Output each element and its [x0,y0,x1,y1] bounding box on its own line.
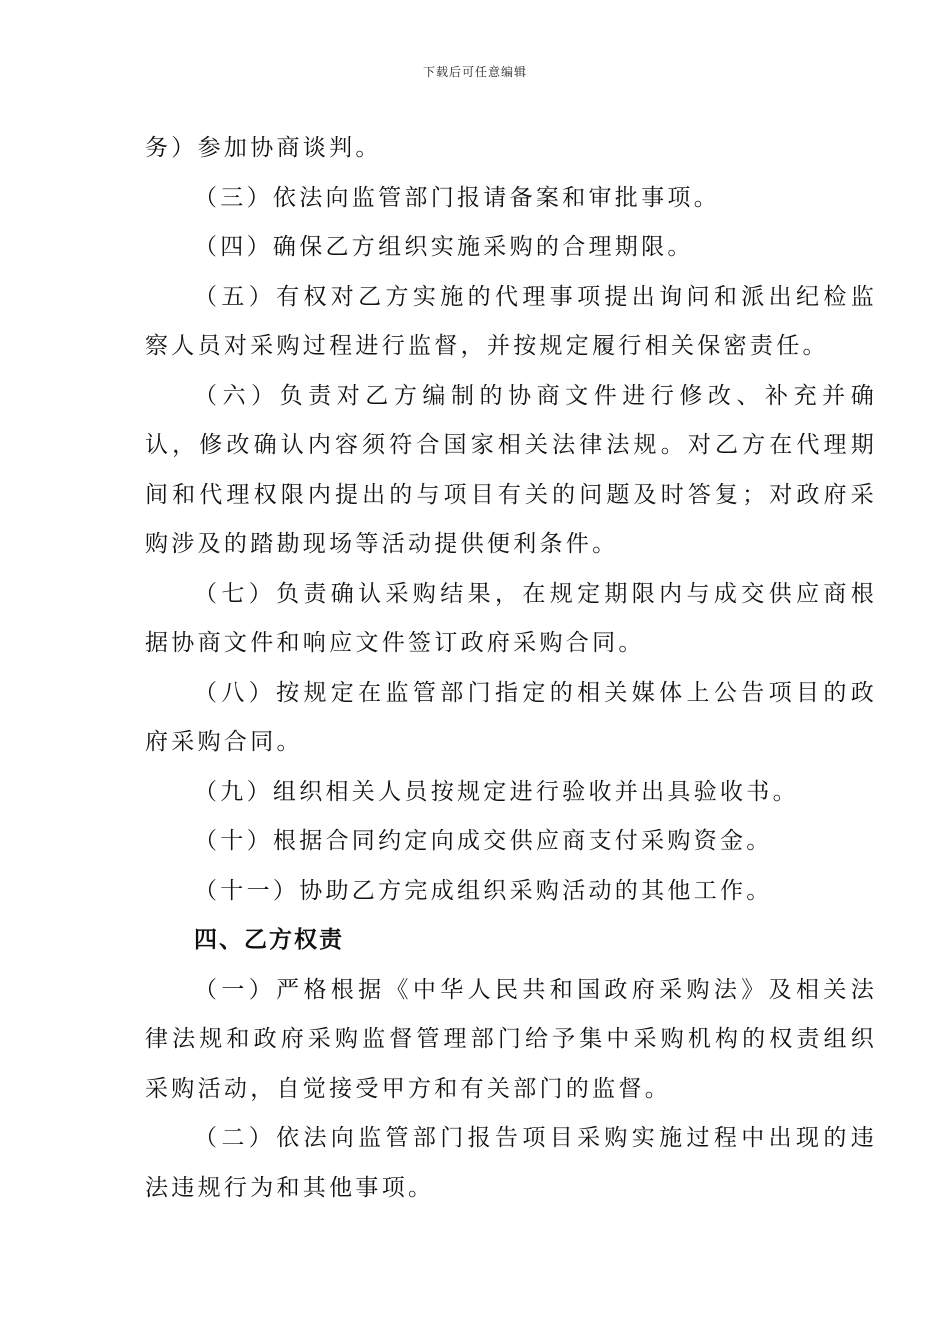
paragraph-item-11: （十一）协助乙方完成组织采购活动的其他工作。 [194,877,773,904]
section-paragraph-item-1: （一）严格根据《中华人民共和国政府采购法》及相关法律法规和政府采购监督管理部门给予集中采购机构的权责组织采购活动，自觉接受甲方和有关部门的监督。 [145,976,877,1102]
page-header-note: 下载后可任意编辑 [422,65,527,79]
paragraph-item-10: （十）根据合同约定向成交供应商支付采购资金。 [194,828,773,854]
paragraph-item-9: （九）组织相关人员按规定进行验收并出具验收书。 [194,778,799,805]
document-body [145,124,877,1213]
paragraph-item-4: （四）确保乙方组织实施采购的合理期限。 [194,234,694,260]
section-paragraph-item-2: （二）依法向监管部门报告项目采购实施过程中出现的违法违规行为和其他事项。 [145,1125,877,1201]
paragraph-item-6: （六）负责对乙方编制的协商文件进行修改、补充并确认，修改确认内容须符合国家相关法律法规。对乙方在代理期间和代理权限内提出的与项目有关的问题及时答复；对政府采购涉及的踏勘现场等活动提供便利条件。 [145,382,877,557]
paragraph-item-7: （七）负责确认采购结果，在规定期限内与成交供应商根据协商文件和响应文件签订政府采购合同。 [145,580,877,656]
paragraph-continuation: 务）参加协商谈判。 [145,135,382,161]
paragraph-item-5: （五）有权对乙方实施的代理事项提出询问和派出纪检监察人员对采购过程进行监督，并按规定履行相关保密责任。 [145,283,877,359]
paragraph-item-8: （八）按规定在监管部门指定的相关媒体上公告项目的政府采购合同。 [145,679,877,755]
paragraph-item-3: （三）依法向监管部门报请备案和审批事项。 [194,184,720,211]
section-heading: 四、乙方权责 [194,927,344,953]
